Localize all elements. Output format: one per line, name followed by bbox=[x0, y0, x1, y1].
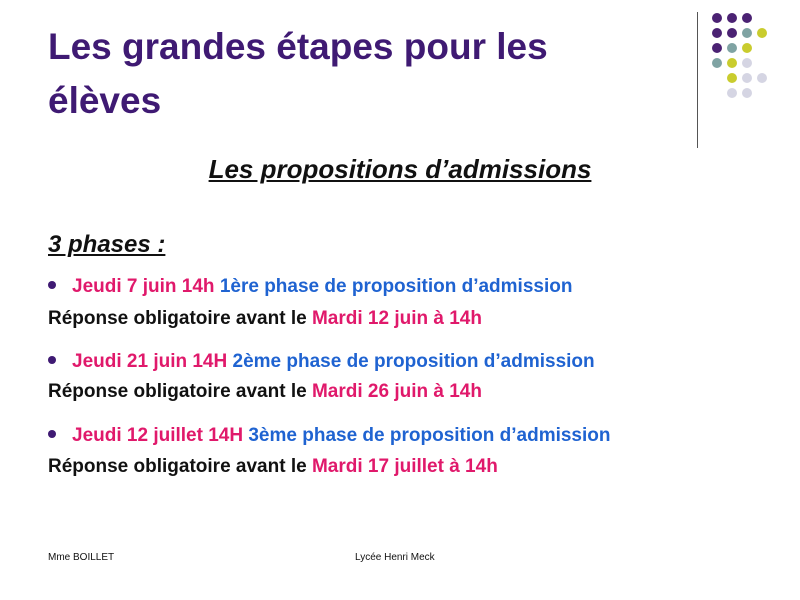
phase-1-reply-prefix: Réponse obligatoire avant le bbox=[48, 308, 312, 329]
decorative-dot bbox=[742, 58, 752, 68]
decorative-dot bbox=[742, 43, 752, 53]
phase-3-description: 3ème phase de proposition d’admission bbox=[248, 425, 611, 446]
decorative-dot bbox=[757, 73, 767, 83]
footer-school: Lycée Henri Meck bbox=[355, 552, 435, 563]
phase-2-deadline: Mardi 26 juin à 14h bbox=[311, 381, 482, 402]
decorative-dot bbox=[727, 58, 737, 68]
decorative-dot bbox=[712, 28, 722, 38]
decorative-dot bbox=[742, 73, 752, 83]
decorative-dot bbox=[712, 58, 722, 68]
bullet-icon bbox=[48, 281, 56, 289]
phase-1-date: Jeudi 7 juin 14h bbox=[72, 276, 215, 297]
slide-title: Les grandes étapes pour les élèves bbox=[48, 26, 548, 121]
decorative-dot bbox=[712, 43, 722, 53]
phase-3-reply-prefix: Réponse obligatoire avant le bbox=[48, 456, 312, 477]
phase-2-reply-prefix: Réponse obligatoire avant le bbox=[48, 381, 312, 402]
footer-author: Mme BOILLET bbox=[48, 552, 115, 563]
phase-3-date: Jeudi 12 juillet 14H bbox=[72, 425, 244, 446]
decorative-dot bbox=[727, 88, 737, 98]
phase-3-reply bbox=[48, 456, 498, 478]
title-divider-line bbox=[697, 12, 698, 148]
decorative-dot bbox=[727, 13, 737, 23]
phase-2-description: 2ème phase de proposition d’admission bbox=[232, 351, 595, 372]
decorative-dot bbox=[742, 13, 752, 23]
bullet-icon bbox=[48, 356, 56, 364]
decorative-dot bbox=[712, 13, 722, 23]
decorative-dot bbox=[742, 28, 752, 38]
decorative-dot bbox=[727, 28, 737, 38]
phase-1-description: 1ère phase de proposition d’admission bbox=[219, 276, 573, 297]
slide-subtitle: Les propositions d’admissions bbox=[208, 154, 592, 184]
bullet-icon bbox=[48, 430, 56, 438]
phase-2-date: Jeudi 21 juin 14H bbox=[72, 351, 228, 372]
phase-2-line bbox=[48, 351, 595, 373]
decorative-dot bbox=[727, 43, 737, 53]
phase-3-deadline: Mardi 17 juillet à 14h bbox=[311, 456, 498, 477]
phase-2-reply bbox=[48, 381, 482, 403]
phase-1-line bbox=[48, 276, 572, 298]
decorative-dot bbox=[757, 28, 767, 38]
phase-3-line bbox=[48, 425, 611, 447]
phase-1-reply bbox=[48, 308, 482, 330]
decorative-dot bbox=[742, 88, 752, 98]
phase-1-deadline: Mardi 12 juin à 14h bbox=[311, 308, 482, 329]
decorative-dot bbox=[727, 73, 737, 83]
phases-heading: 3 phases : bbox=[48, 231, 166, 258]
